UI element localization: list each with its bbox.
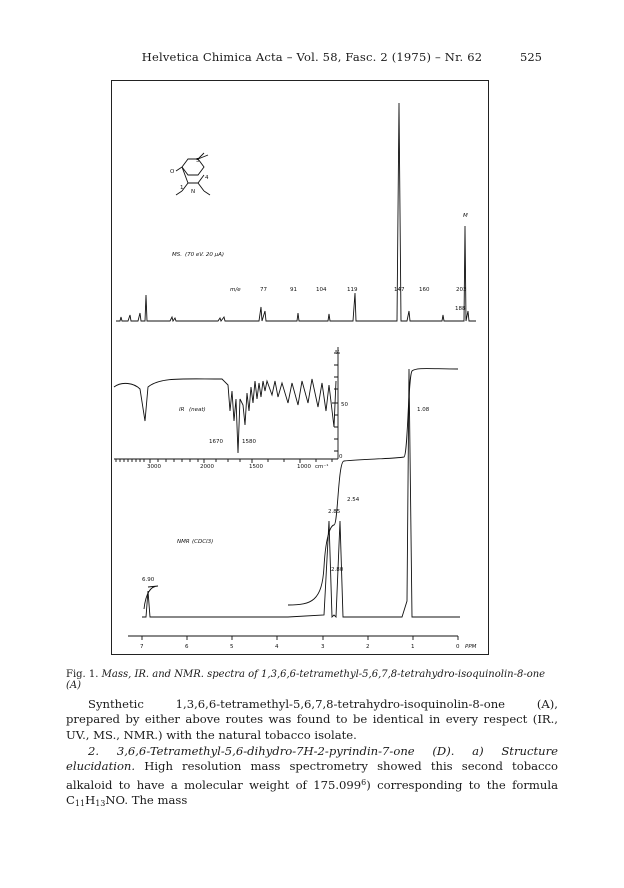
nmr-shift-2-80: 2.80 (331, 567, 344, 573)
footnote-marker: 6 (361, 777, 367, 787)
nmr-tick-0: 0 (456, 644, 460, 650)
ms-peak-119: 119 (347, 287, 358, 293)
ms-conditions: (70 eV. 20 µA) (185, 252, 225, 258)
nmr-tick-6: 6 (185, 644, 189, 650)
nmr-shift-2-54: 2.54 (347, 497, 360, 503)
ms-mz-label: m/e (230, 287, 241, 293)
nmr-shift-2-85: 2.85 (328, 509, 341, 515)
paragraph-text-b: ) corresponding to the formula C (66, 777, 558, 807)
ms-peak-91: 91 (290, 287, 297, 293)
ms-peak-104: 104 (316, 287, 327, 293)
ms-molecular-ion: M (463, 213, 468, 219)
nmr-tick-2: 2 (366, 644, 370, 650)
nmr-tick-3: 3 (321, 644, 325, 650)
nmr-tick-1: 1 (411, 644, 415, 650)
structure-label-5: 5 (196, 158, 200, 164)
journal-header: Helvetica Chimica Acta – Vol. 58, Fasc. 2 (1975) – Nr. 62 (141, 50, 483, 64)
nmr-solvent: (CDCl3) (192, 539, 214, 545)
structure-label-1: 1 (180, 185, 184, 191)
ir-band-1670: 1670 (209, 439, 223, 445)
page-number: 525 (520, 50, 542, 64)
nmr-shift-6-90: 6.90 (142, 577, 155, 583)
structure-label-o: O (170, 169, 175, 175)
ir-transmittance-0: 0 (339, 454, 343, 460)
caption-prefix: Fig. 1. (66, 669, 99, 680)
structure-label-n: N (191, 189, 196, 195)
paragraph-pyrindinone (66, 744, 558, 811)
ms-label: MS. (172, 252, 182, 258)
ms-peak-160: 160 (419, 287, 430, 293)
ir-band-1580: 1580 (242, 439, 256, 445)
ir-spectrum (114, 347, 341, 463)
spectra-figure (111, 80, 489, 655)
ir-medium: (neat) (189, 407, 206, 413)
nmr-label: NMR (177, 539, 190, 545)
spectra-drawing (112, 81, 490, 656)
paragraph-synthetic: Synthetic 1,3,6,6-tetramethyl-5,6,7,8-tetrahydro-isoquinolin-8-one (A), prepared by either above routes was found to be identical in every respect (IR., UV., MS., NMR.) with the natural tobacco isolate. (66, 697, 558, 742)
caption-text: Mass, IR. and NMR. spectra of 1,3,6,6-tetramethyl-5,6,7,8-tetrahydro-isoquinolin-8-one (A) (66, 669, 546, 691)
ms-peak-77: 77 (260, 287, 267, 293)
nmr-axis-unit: PPM (465, 644, 477, 650)
paragraph-text-a: High resolution mass spectrometry showed this second tobacco alkaloid to have a molecular weight of 175.099 (66, 759, 558, 792)
figure-caption (66, 669, 558, 691)
formula-carbon-count: 11 (74, 798, 86, 808)
paragraph-text-c: H (85, 792, 96, 807)
ir-tick-2000: 2000 (200, 464, 214, 470)
section-heading: 2. 3,6,6-Tetramethyl-5,6-dihydro-7H-2-pyrindin-7-one (D). a) Structure elucidation. (66, 744, 558, 774)
paragraph-text-d: NO. The mass (105, 792, 188, 807)
ir-transmittance-50: 50 (341, 402, 348, 408)
ms-peak-188: 188 (455, 306, 466, 312)
ir-label: IR (179, 407, 185, 413)
ir-tick-3000: 3000 (147, 464, 161, 470)
ir-tick-1000: 1000 (297, 464, 311, 470)
ir-tick-1500: 1500 (249, 464, 263, 470)
nmr-shift-1-08: 1.08 (417, 407, 430, 413)
ir-transmittance-percent: % (335, 350, 341, 356)
ms-peak-147: 147 (394, 287, 405, 293)
structure-label-4: 4 (205, 175, 209, 181)
nmr-tick-4: 4 (275, 644, 279, 650)
nmr-tick-5: 5 (230, 644, 234, 650)
nmr-spectrum (128, 369, 460, 641)
ms-peak-203: 203 (456, 287, 467, 293)
ir-axis-unit: cm⁻¹ (315, 464, 329, 470)
formula-hydrogen-count: 13 (95, 798, 106, 808)
nmr-tick-7: 7 (140, 644, 144, 650)
